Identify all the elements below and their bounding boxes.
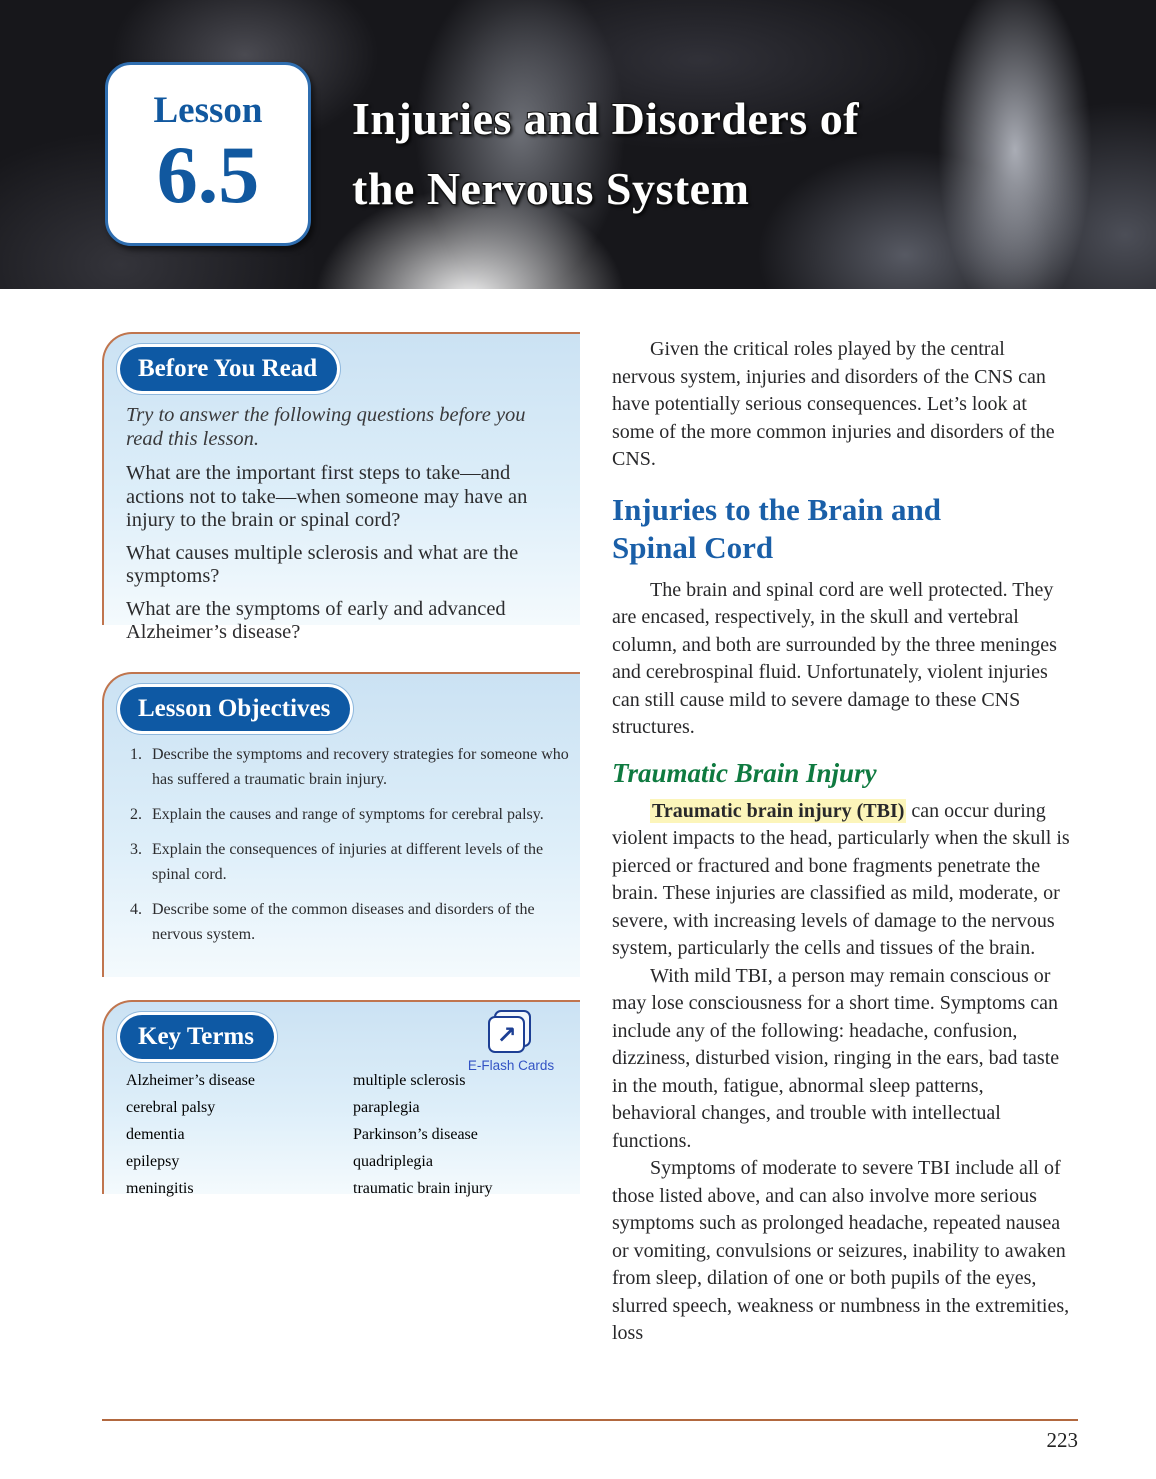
body-paragraph: Traumatic brain injury (TBI) can occur during violent impacts to the head, particularly when the skull is pierced or fractured and bone fragments penetrate the brain. These injuries are classified as mild, moderate, or severe, with increasing levels of damage to the nervous system, particularly the cells and tissues of the brain. <box>612 799 1070 959</box>
key-term: traumatic brain injury <box>353 1180 493 1197</box>
key-terms-heading: Key Terms <box>120 1015 274 1059</box>
key-term: Alzheimer’s disease <box>126 1072 255 1089</box>
lesson-objectives-heading: Lesson Objectives <box>120 687 350 731</box>
key-terms-list <box>104 1059 580 1202</box>
footer-rule <box>102 1419 1078 1421</box>
lesson-title-line-2: the Nervous System <box>352 163 750 214</box>
key-term: dementia <box>126 1126 185 1143</box>
highlighted-key-term: Traumatic brain injury (TBI) <box>652 799 905 822</box>
key-term: Parkinson’s disease <box>353 1126 478 1143</box>
before-you-read-question: What are the important first steps to take—and actions not to take—when someone may have an injury to the brain or spinal cord? <box>126 462 528 531</box>
lesson-label: Lesson <box>153 89 263 131</box>
eflash-cards-label: E-Flash Cards <box>467 1058 555 1073</box>
objective-item: 4. Describe some of the common diseases and disorders of the nervous system. <box>146 897 580 947</box>
objective-item: 2. Explain the causes and range of symptoms for cerebral palsy. <box>146 802 580 827</box>
lesson-banner <box>0 0 1156 289</box>
body-paragraph: With mild TBI, a person may remain conscious or may lose consciousness for a short time. Symptoms can include any of the following: headache, confusion, dizziness, disturbed vision, ringing in the ears, bad taste in the mouth, fatigue, abnormal sleep patterns, behavioral changes, and trouble with intellectual functions. <box>612 964 1060 1152</box>
before-you-read-heading: Before You Read <box>120 347 337 391</box>
intro-paragraph: Given the critical roles played by the central nervous system, injuries and disorders of the CNS can have potentially serious consequences. Let’s look at some of the more common injuries and disorders of the CNS. <box>612 338 1055 470</box>
key-term: multiple sclerosis <box>353 1072 466 1089</box>
key-term: paraplegia <box>353 1099 420 1116</box>
subsection-heading: Traumatic Brain Injury <box>612 757 877 788</box>
eflash-cards-link[interactable] <box>456 1010 566 1073</box>
key-term: quadriplegia <box>353 1153 433 1170</box>
lesson-number: 6.5 <box>156 129 260 221</box>
eflash-cards-icon <box>488 1010 534 1056</box>
objective-item: 3. Explain the consequences of injuries at different levels of the spinal cord. <box>146 837 580 887</box>
key-term: meningitis <box>126 1180 194 1197</box>
lesson-objectives-list <box>104 742 580 947</box>
body-paragraph: The brain and spinal cord are well protected. They are encased, respectively, in the skull and vertebral column, and both are surrounded by the three meninges and cerebrospinal fluid. Unfortunately, violent injuries can still cause mild to severe damage to these CNS structures. <box>612 578 1057 738</box>
before-you-read-question: What are the symptoms of early and advanced Alzheimer’s disease? <box>126 597 506 643</box>
key-term: cerebral palsy <box>126 1099 216 1116</box>
lesson-number-badge <box>105 62 311 246</box>
before-you-read-intro: Try to answer the following questions before you read this lesson. <box>126 404 526 450</box>
lesson-title <box>352 84 1112 224</box>
page-number: 223 <box>1046 1428 1078 1452</box>
objective-item: 1. Describe the symptoms and recovery strategies for someone who has suffered a traumatic brain injury. <box>146 742 580 792</box>
body-paragraph: Symptoms of moderate to severe TBI include all of those listed above, and can also involve more serious symptoms such as prolonged headache, repeated nausea or vomiting, convulsions or seizures, inability to awaken from sleep, dilation of one or both pupils of the eyes, slurred speech, weakness or numbness in the extremities, loss <box>612 1157 1070 1344</box>
before-you-read-question: What causes multiple sclerosis and what are the symptoms? <box>126 541 519 587</box>
main-text-column <box>612 336 1070 1348</box>
lesson-title-line-1: Injuries and Disorders of <box>352 93 860 144</box>
key-term: epilepsy <box>126 1153 180 1170</box>
section-heading: Injuries to the Brain and Spinal Cord <box>612 491 941 565</box>
arrow-up-right-icon: ↗ <box>496 1020 517 1049</box>
before-you-read-box <box>102 332 580 643</box>
key-terms-box <box>102 1000 580 1197</box>
lesson-objectives-box <box>102 672 580 977</box>
